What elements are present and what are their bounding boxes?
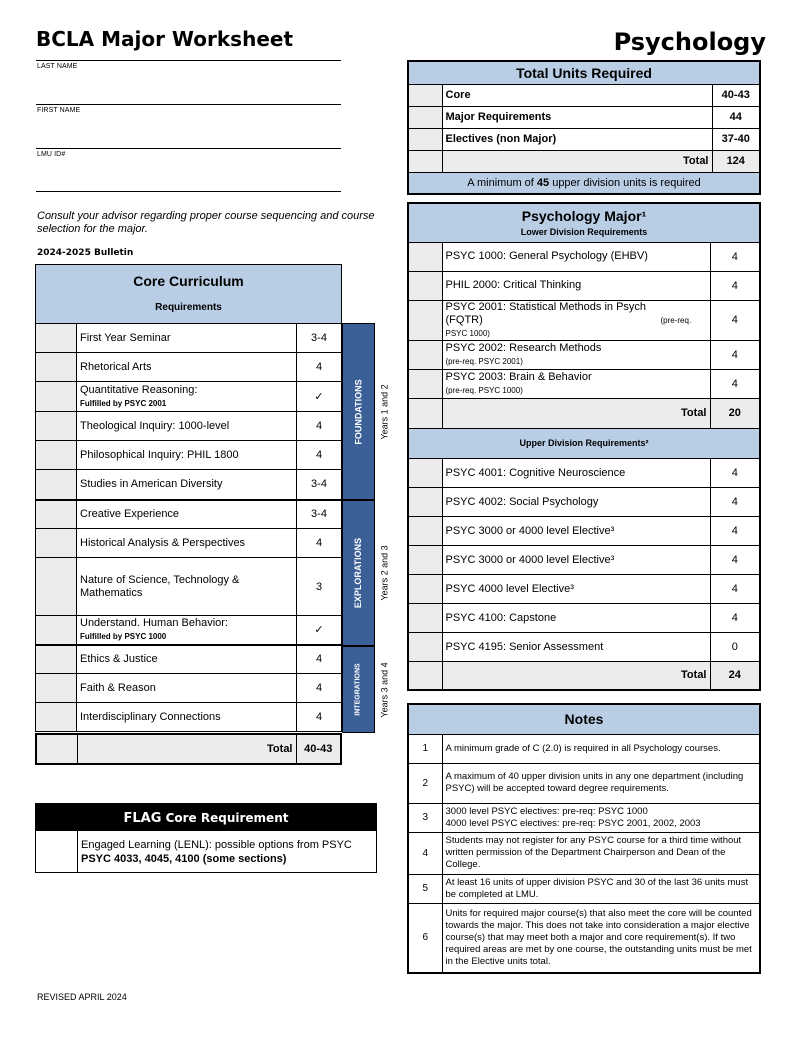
first-name-label: FIRST NAME	[37, 107, 81, 114]
upper-course-units: 4	[710, 603, 760, 632]
total-units-table	[407, 60, 761, 195]
note-number: 4	[408, 832, 442, 874]
units-label: Major Requirements	[442, 106, 712, 128]
lower-total-value: 20	[710, 398, 760, 428]
core-row	[36, 470, 342, 500]
flag-checkbox[interactable]	[36, 831, 78, 872]
lower-course-prereq: (pre-req. PSYC 1000)	[445, 315, 692, 338]
lower-course-name: PSYC 1000: General Psychology (EHBV)	[445, 250, 648, 262]
note-number: 3	[408, 803, 442, 832]
lmu-id-label: LMU ID#	[37, 151, 66, 158]
lower-course-units: 4	[710, 340, 760, 369]
core-checkbox[interactable]	[36, 674, 77, 703]
row-checkbox[interactable]	[408, 603, 442, 632]
lower-course-units: 4	[710, 242, 760, 271]
core-course	[77, 324, 297, 353]
core-units: 3-4	[297, 500, 342, 529]
upper-course-units: 4	[710, 574, 760, 603]
divider	[36, 60, 341, 61]
flag-line1: Engaged Learning (LENL): possible options from PSYC	[81, 839, 352, 851]
total-units-title: Total Units Required	[408, 61, 760, 84]
upper-course-units: 4	[710, 516, 760, 545]
units-checkbox[interactable]	[408, 106, 442, 128]
core-units: 4	[297, 703, 342, 732]
note-text	[442, 832, 760, 874]
core-course	[77, 353, 297, 382]
note-row	[408, 832, 760, 874]
core-checkbox[interactable]	[36, 558, 77, 616]
note-number: 5	[408, 874, 442, 903]
upper-div-title: Upper Division Requirements²	[408, 428, 760, 458]
units-row	[408, 84, 760, 106]
note-number: 6	[408, 903, 442, 973]
band-explorations: EXPLORATIONS	[342, 500, 375, 646]
core-checkbox[interactable]	[36, 324, 77, 353]
upper-total-label: Total	[442, 661, 710, 690]
lower-course	[442, 340, 710, 369]
core-checkbox[interactable]	[36, 470, 77, 500]
note-line: At least 16 units of upper division PSYC and 30 of the last 36 units must be completed at LMU.	[445, 876, 749, 900]
notes-title: Notes	[408, 704, 760, 734]
upper-course-row	[408, 458, 760, 487]
core-course	[77, 558, 297, 616]
core-checkbox[interactable]	[36, 703, 77, 732]
note-line: A minimum grade of C (2.0) is required in all Psychology courses.	[445, 742, 721, 754]
upper-course-name: PSYC 4002: Social Psychology	[442, 487, 710, 516]
core-course-name: Philosophical Inquiry: PHIL 1800	[80, 448, 239, 461]
units-checkbox[interactable]	[408, 128, 442, 150]
major-title: Psychology	[613, 28, 766, 56]
core-units: 3-4	[297, 324, 342, 353]
last-name-field[interactable]	[36, 104, 341, 105]
flag-title-flag: FLAG	[123, 811, 162, 826]
note-line: Units for required major course(s) that also meet the core will be counted towards the major. This does not take into consideration a major elective course(s) that may meet both a major and core requirement(s). If two required areas are met by one course, the outstanding units must be met in the Elective units total.	[445, 907, 752, 967]
major-table-title: Psychology Major¹	[521, 208, 647, 225]
core-total-tr	[36, 734, 341, 764]
units-row	[408, 128, 760, 150]
lmu-id-field[interactable]	[36, 191, 341, 192]
core-course-name: Quantitative Reasoning:	[80, 383, 198, 396]
core-course-name: Faith & Reason	[80, 681, 156, 694]
core-units: ✓	[297, 382, 342, 412]
upper-course-units: 4	[710, 487, 760, 516]
lower-course-name: PSYC 2003: Brain & Behavior	[445, 370, 592, 383]
band-integrations: INTEGRATIONS	[342, 646, 375, 733]
core-row	[36, 558, 342, 616]
note-row	[408, 874, 760, 903]
flag-row	[35, 830, 377, 873]
core-units: 4	[297, 645, 342, 674]
note-row	[408, 903, 760, 973]
major-header	[408, 203, 760, 242]
note-number: 1	[408, 734, 442, 763]
units-row	[408, 106, 760, 128]
upper-course-row	[408, 545, 760, 574]
lower-course-row	[408, 300, 760, 340]
core-subtitle: Requirements	[155, 302, 222, 313]
core-row	[36, 674, 342, 703]
lower-course-prereq: (pre-req. PSYC 1000)	[445, 385, 523, 395]
units-label: Electives (non Major)	[442, 128, 712, 150]
core-checkbox[interactable]	[36, 529, 77, 558]
lower-course-row	[408, 242, 760, 271]
core-course	[77, 703, 297, 732]
flag-header	[35, 803, 377, 830]
flag-line2: PSYC 4033, 4045, 4100 (some sections)	[81, 853, 287, 865]
core-checkbox[interactable]	[36, 645, 77, 674]
note-row	[408, 763, 760, 803]
row-checkbox[interactable]	[408, 516, 442, 545]
note-text	[442, 763, 760, 803]
upper-course-name: PSYC 4000 level Elective³	[442, 574, 710, 603]
major-table	[407, 202, 761, 691]
lower-course-units: 4	[710, 369, 760, 398]
core-checkbox[interactable]	[36, 353, 77, 382]
band-foundations: FOUNDATIONS	[342, 323, 375, 500]
note-text	[442, 874, 760, 903]
note-row	[408, 734, 760, 763]
core-checkbox[interactable]	[36, 616, 77, 645]
row-checkbox[interactable]	[408, 369, 442, 398]
last-name-label: LAST NAME	[37, 63, 78, 70]
units-value: 37-40	[712, 128, 760, 150]
units-value: 44	[712, 106, 760, 128]
row-checkbox[interactable]	[408, 300, 442, 340]
core-table	[35, 323, 342, 732]
note-line: Students may not register for any PSYC course for a third time without written permission of the Department Chairperson and Dean of the College.	[445, 835, 742, 870]
lower-course-row	[408, 271, 760, 300]
bulletin-label: 2024-2025 Bulletin	[37, 248, 134, 258]
row-checkbox[interactable]	[408, 242, 442, 271]
row-checkbox[interactable]	[408, 340, 442, 369]
lower-div-title: Lower Division Requirements	[520, 227, 648, 238]
note-text	[442, 734, 760, 763]
first-name-field[interactable]	[36, 148, 341, 149]
units-label: Core	[442, 84, 712, 106]
upper-course-row	[408, 603, 760, 632]
upper-course-name: PSYC 4001: Cognitive Neuroscience	[442, 458, 710, 487]
core-row	[36, 382, 342, 412]
core-row	[36, 529, 342, 558]
core-row	[36, 616, 342, 645]
lower-course-prereq: (pre-req. PSYC 2001)	[445, 356, 523, 366]
core-units: 4	[297, 441, 342, 470]
flag-title-rest: Core Requirement	[161, 811, 289, 825]
lower-course-name: PSYC 2002: Research Methods	[445, 341, 602, 354]
row-checkbox[interactable]	[408, 398, 442, 428]
upper-course-units: 4	[710, 545, 760, 574]
row-checkbox[interactable]	[408, 574, 442, 603]
core-course-name: Understand. Human Behavior:	[80, 616, 228, 629]
core-total-value: 40-43	[296, 734, 341, 764]
core-course	[77, 616, 297, 645]
core-course	[77, 470, 297, 500]
lower-course	[442, 300, 710, 340]
core-course-name: Interdisciplinary Connections	[80, 710, 221, 723]
core-course	[77, 645, 297, 674]
note-number: 2	[408, 763, 442, 803]
lower-course-row	[408, 340, 760, 369]
core-checkbox[interactable]	[36, 500, 77, 529]
units-checkbox[interactable]	[408, 150, 442, 172]
units-value: 40-43	[712, 84, 760, 106]
core-row	[36, 441, 342, 470]
core-course-name: Creative Experience	[80, 507, 180, 520]
core-checkbox[interactable]	[36, 441, 77, 470]
core-course-name: Theological Inquiry: 1000-level	[80, 419, 230, 432]
lower-course-row	[408, 369, 760, 398]
row-checkbox[interactable]	[408, 458, 442, 487]
years-2-3: Years 2 and 3	[380, 545, 390, 601]
core-units: 3	[297, 558, 342, 616]
core-course-note: Fulfilled by PSYC 2001	[80, 398, 167, 408]
core-units: 4	[297, 674, 342, 703]
core-course-name: Nature of Science, Technology & Mathematics	[80, 573, 240, 599]
lower-course-name: PSYC 2001: Statistical Methods in Psych (FQTR)	[445, 300, 647, 326]
core-total-row	[35, 733, 342, 763]
upper-division-note: A minimum of 45 upper division units is required	[408, 172, 760, 194]
units-total-value: 124	[712, 150, 760, 172]
core-units: 4	[297, 412, 342, 441]
note-text	[442, 803, 760, 832]
core-title: Core Curriculum	[133, 273, 244, 289]
core-checkbox[interactable]	[36, 412, 77, 441]
lower-total-label: Total	[442, 398, 710, 428]
row-checkbox[interactable]	[408, 632, 442, 661]
lower-course-units: 4	[710, 300, 760, 340]
upper-total-value: 24	[710, 661, 760, 690]
core-course	[77, 441, 297, 470]
lower-course-name: PHIL 2000: Critical Thinking	[445, 279, 582, 291]
core-row	[36, 324, 342, 353]
lower-course	[442, 271, 710, 300]
revised-date: REVISED APRIL 2024	[37, 992, 127, 1002]
core-course	[77, 674, 297, 703]
advisor-note: Consult your advisor regarding proper course sequencing and course selection for the major.	[37, 210, 375, 235]
core-course	[77, 529, 297, 558]
worksheet-title: BCLA Major Worksheet	[36, 27, 294, 51]
upper-course-name: PSYC 4100: Capstone	[442, 603, 710, 632]
upper-course-row	[408, 574, 760, 603]
note-row	[408, 803, 760, 832]
core-units: ✓	[297, 616, 342, 645]
row-checkbox[interactable]	[408, 661, 442, 690]
core-course	[77, 382, 297, 412]
notes-table	[407, 703, 761, 974]
core-course-note: Fulfilled by PSYC 1000	[80, 631, 167, 641]
core-units: 3-4	[297, 470, 342, 500]
years-1-2: Years 1 and 2	[380, 383, 390, 440]
core-course-name: First Year Seminar	[80, 331, 171, 344]
upper-course-units: 0	[710, 632, 760, 661]
units-checkbox[interactable]	[408, 84, 442, 106]
core-row	[36, 353, 342, 382]
core-row	[36, 500, 342, 529]
core-course	[77, 412, 297, 441]
row-checkbox[interactable]	[408, 545, 442, 574]
years-3-4: Years 3 and 4	[380, 661, 390, 718]
upper-course-row	[408, 516, 760, 545]
core-units: 4	[297, 353, 342, 382]
core-units: 4	[297, 529, 342, 558]
core-row	[36, 412, 342, 441]
core-course-name: Ethics & Justice	[80, 652, 158, 665]
units-total-label: Total	[442, 150, 712, 172]
upper-course-row	[408, 487, 760, 516]
note-line: A maximum of 40 upper division units in any one department (including PSYC) will be accepted toward degree requirements.	[445, 771, 744, 794]
upper-course-row	[408, 632, 760, 661]
upper-course-name: PSYC 3000 or 4000 level Elective³	[442, 516, 710, 545]
core-checkbox[interactable]	[36, 382, 77, 412]
note-text	[442, 903, 760, 973]
row-checkbox[interactable]	[408, 487, 442, 516]
core-course	[77, 500, 297, 529]
core-course-name: Historical Analysis & Perspectives	[80, 536, 246, 549]
core-course-name: Rhetorical Arts	[80, 360, 152, 373]
core-total-label: Total	[77, 734, 296, 764]
core-course-name: Studies in American Diversity	[80, 477, 223, 490]
row-checkbox[interactable]	[408, 271, 442, 300]
lower-course	[442, 369, 710, 398]
lower-course	[442, 242, 710, 271]
core-total-blank	[36, 734, 77, 764]
core-total-table	[35, 733, 342, 765]
lower-course-units: 4	[710, 271, 760, 300]
core-row	[36, 703, 342, 732]
upper-course-name: PSYC 3000 or 4000 level Elective³	[442, 545, 710, 574]
core-row	[36, 645, 342, 674]
upper-course-units: 4	[710, 458, 760, 487]
upper-course-name: PSYC 4195: Senior Assessment	[442, 632, 710, 661]
core-header	[35, 264, 342, 324]
note-line: 3000 level PSYC electives: pre-req: PSYC 1000	[445, 805, 648, 817]
note-line-2: 4000 level PSYC electives: pre-req: PSYC 2001, 2002, 2003	[445, 817, 701, 829]
